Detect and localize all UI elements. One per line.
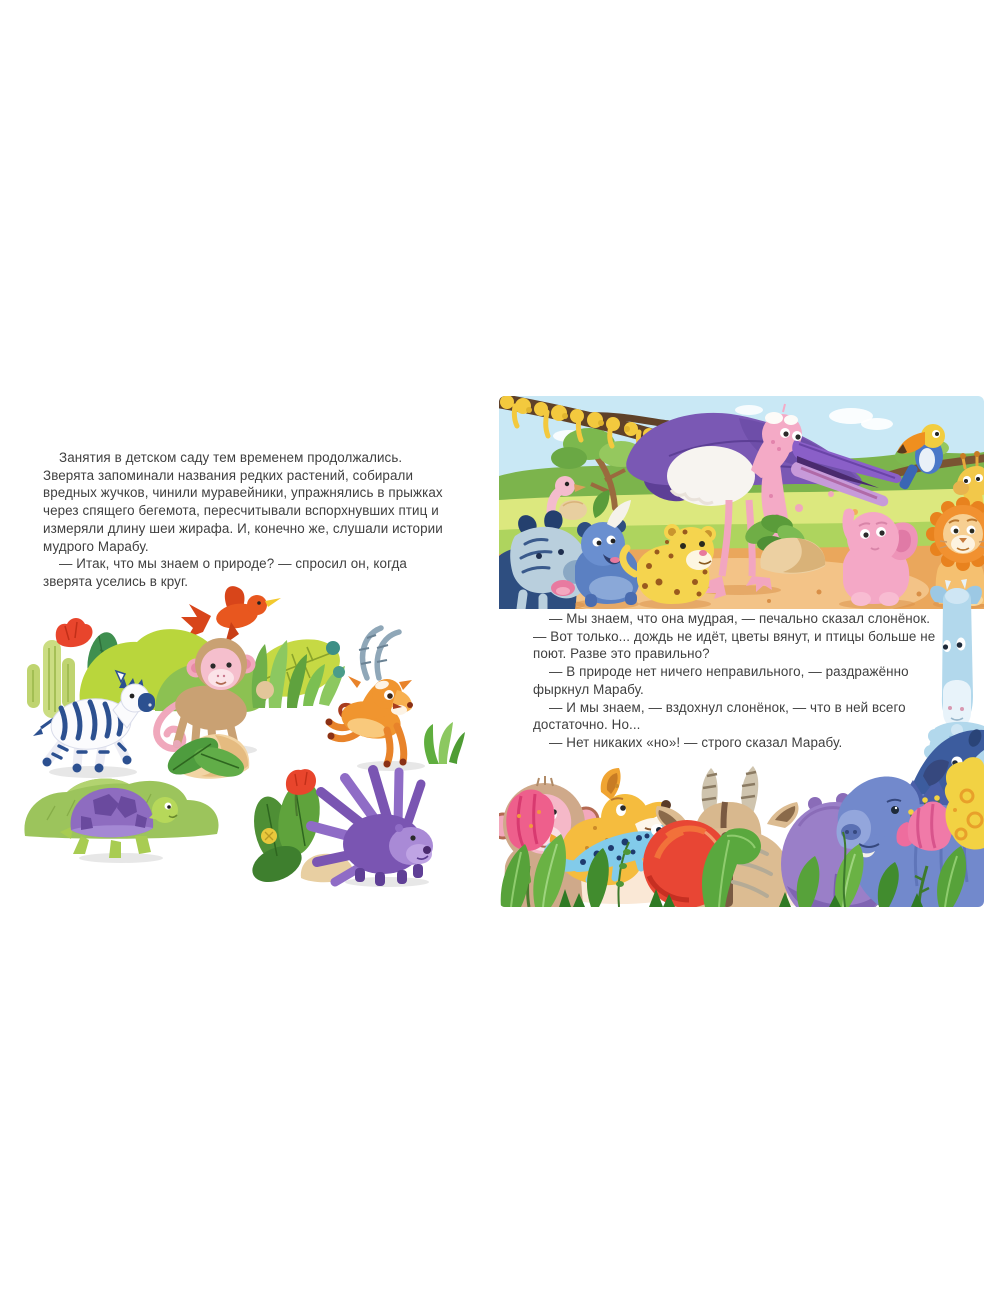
pebble xyxy=(256,681,274,699)
left-paragraph-2: — Итак, что мы знаем о природе? — спросил он, когда зверята уселись в круг. xyxy=(43,556,407,589)
turtle-scene xyxy=(24,778,218,863)
right-page-illustration xyxy=(499,396,984,907)
right-paragraph-3: — И мы знаем, — вздохнул слонёнок, — что в ней всего достаточно. Но... xyxy=(533,699,906,733)
right-paragraph-2: — В природе нет ничего неправильного, — раздражённо фыркнул Марабу. xyxy=(533,664,909,697)
savanna-scene xyxy=(499,396,984,622)
right-text-block xyxy=(533,610,940,752)
left-illustration xyxy=(15,578,465,888)
gazelle xyxy=(326,628,426,771)
left-text-block xyxy=(43,449,457,591)
right-paragraph-1: — Мы знаем, что она мудрая, — печально сказал слонёнок. — Вот только... дождь не идёт, цветы вянут, и птицы больше не поют. Разве это правильно? xyxy=(533,611,936,662)
left-paragraph-1: Занятия в детском саду тем временем продолжались. Зверята запоминали названия редких растений, собирали вредных жучков, чинили муравейники, упражнялись в прыжках через спящего бегемота, пересчитывали вспорхнувших птиц и измеряли длину шеи жирафа. И, конечно же, слушали истории мудрого Марабу. xyxy=(43,450,443,554)
grass-tuft xyxy=(424,722,465,764)
right-paragraph-4: — Нет никаких «но»! — строго сказал Марабу. xyxy=(549,734,843,750)
